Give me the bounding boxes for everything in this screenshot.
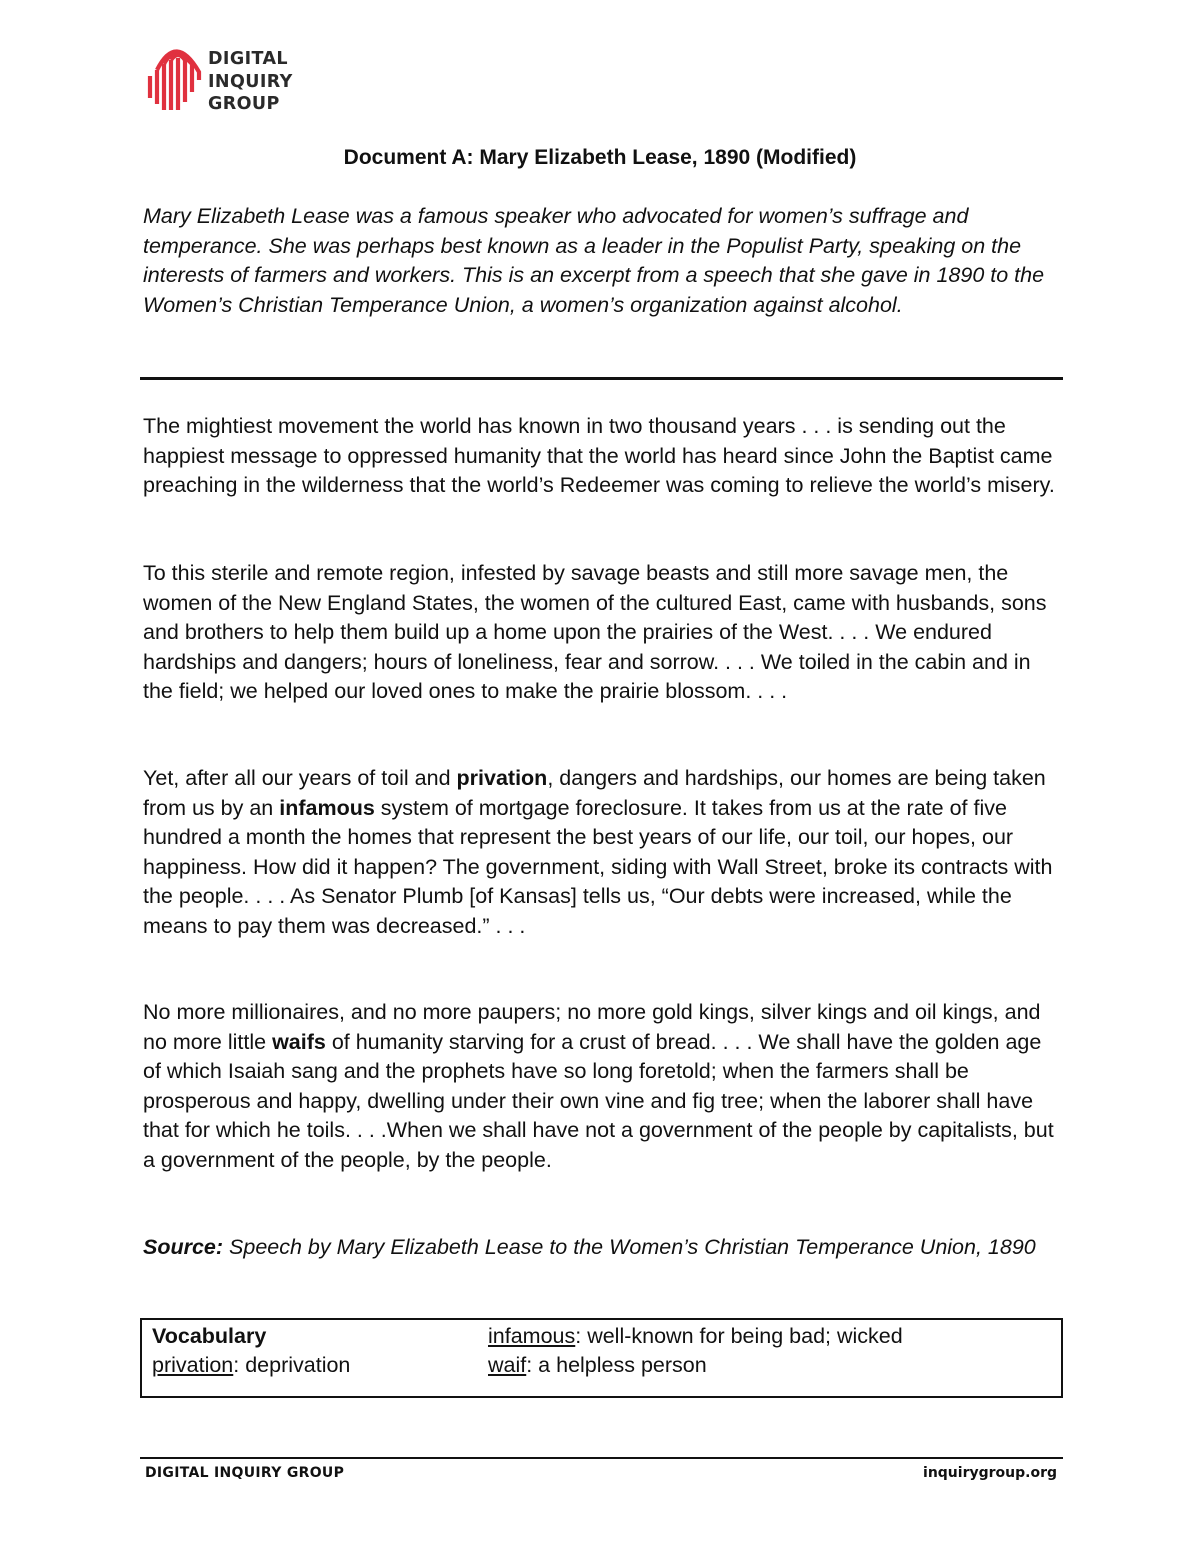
vocab-term-waifs: waifs [272,1029,326,1054]
vocab-term-privation: privation [456,766,548,790]
paragraph-text: system of mortgage foreclosure. It takes from us at the rate of five hundred a month the homes that represent the best years of our life, our toil, our hopes, our happiness. How did it happen? The government, siding with Wall Street, broke its contracts with the people. . . . As Senator Plumb [of Kansas] tells us, “Our debts were increased, while the means to pay them was decreased.” . . . [143,795,1053,938]
vocabulary-entry [152,1351,472,1380]
paragraph-text: of humanity starving for a crust of bread. . . . We shall have the golden age of which Isaiah sang and the prophets have so long foretold; when the farmers shall be prosperous and happy, dwelling under their own vine and fig tree; when the laborer shall have that for which he toils. . . .When we shall have not a government of the people by capitalists, but a government of the people, by the people. [143,1029,1054,1172]
logo-wordmark [208,48,293,116]
vocabulary-entry [488,1322,1048,1351]
footer-divider [140,1457,1063,1459]
source-text: Speech by Mary Elizabeth Lease to the Women’s Christian Temperance Union, 1890 [223,1235,1036,1259]
document-title: Document A: Mary Elizabeth Lease, 1890 (Modified) [343,146,857,169]
vocabulary-term: privation [152,1353,234,1377]
logo-line-1: DIGITAL [208,49,288,69]
vocabulary-definition: : well-known for being bad; wicked [575,1324,903,1348]
logo [146,46,316,116]
speech-paragraph-2: To this sterile and remote region, infested by savage beasts and still more savage men, the women of the New England States, the women of the cultured East, came with husbands, sons and brothers to help them build up a home upon the prairies of the West. . . . We endured hardships and dangers; hours of loneliness, fear and sorrow. . . . We toiled in the cabin and in the field; we helped our loved ones to make the prairie blossom. . . . [143,561,1047,703]
logo-line-3: GROUP [208,94,280,114]
vocabulary-column-right [488,1322,1048,1380]
speech-paragraph-1: The mightiest movement the world has known in two thousand years . . . is sending out the happiest message to oppressed humanity that the world has heard since John the Baptist came preaching in the wilderness that the world’s Redeemer was coming to relieve the world’s misery. [143,414,1055,497]
vocabulary-entry [488,1351,1048,1380]
paragraph-text: , dangers and hardships, our homes are being taken from us by an [143,766,1046,820]
speech-paragraph-3 [143,764,1063,941]
vocabulary-box [140,1318,1063,1398]
source-citation [143,1233,1063,1263]
source-label: Source: [143,1235,224,1259]
speech-paragraph-4 [143,998,1063,1175]
vocabulary-term: waif [488,1353,527,1377]
vocabulary-column-left [152,1322,472,1380]
paragraph-text: No more millionaires, and no more paupers; no more gold kings, silver kings and oil kings, and no more little [143,1000,1041,1054]
section-divider [140,377,1063,380]
vocabulary-heading: Vocabulary [152,1324,267,1348]
paragraph-text: Yet, after all our years of toil and [143,766,457,790]
vocab-term-infamous: infamous [279,795,375,820]
footer-organization: DIGITAL INQUIRY GROUP [145,1465,345,1481]
logo-line-2: INQUIRY [208,71,293,92]
vocabulary-term: infamous [488,1324,576,1348]
intro-paragraph: Mary Elizabeth Lease was a famous speaker who advocated for women’s suffrage and temperance. She was perhaps best known as a leader in the Populist Party, speaking on the interests of farmers and workers. This is an excerpt from a speech that she gave in 1890 to the Women’s Christian Temperance Union, a women’s organization against alcohol. [143,204,1045,317]
vocabulary-definition: : deprivation [233,1353,351,1377]
footer-website: inquirygroup.org [923,1465,1057,1481]
digital-inquiry-group-logo-icon [146,46,204,114]
vocabulary-definition: : a helpless person [526,1353,707,1377]
